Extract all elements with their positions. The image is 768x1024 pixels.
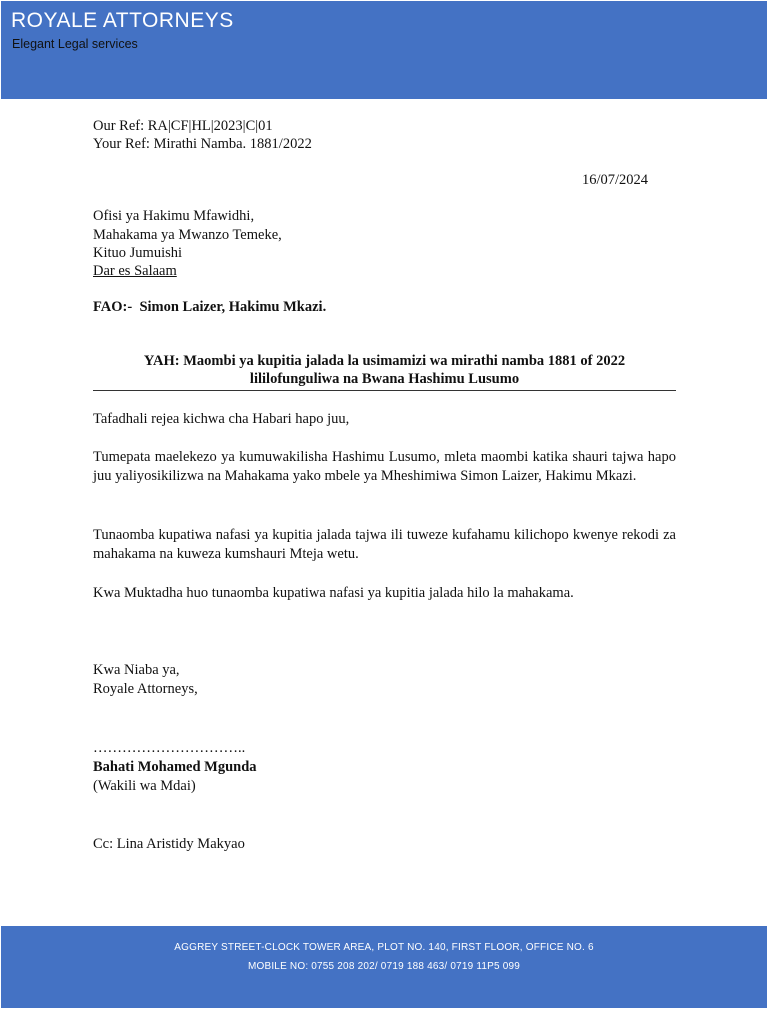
our-reference: Our Ref: RA|CF|HL|2023|C|01 bbox=[93, 118, 273, 134]
firm-name: ROYALE ATTORNEYS bbox=[11, 9, 234, 32]
recipient-line-1: Ofisi ya Hakimu Mfawidhi, bbox=[93, 208, 255, 224]
footer-address: AGGREY STREET-CLOCK TOWER AREA, PLOT NO. 140, FIRST FLOOR, OFFICE NO. 6 bbox=[174, 942, 594, 953]
firm-tagline: Elegant Legal services bbox=[12, 37, 138, 51]
footer-banner bbox=[1, 926, 767, 1008]
letterhead-banner bbox=[1, 1, 767, 99]
closing-line-1: Kwa Niaba ya, bbox=[93, 662, 180, 678]
signatory-title: (Wakili wa Mdai) bbox=[93, 778, 196, 794]
subject-line-1: YAH: Maombi ya kupitia jalada la usimamizi wa mirathi namba 1881 of 2022 bbox=[143, 353, 626, 369]
body-paragraph-1: Tafadhali rejea kichwa cha Habari hapo juu, bbox=[93, 411, 350, 427]
footer-phones: MOBILE NO: 0755 208 202/ 0719 188 463/ 0719 11P5 099 bbox=[247, 961, 521, 972]
body-paragraph-2: Tumepata maelekezo ya kumuwakilisha Hashimu Lusumo, mleta maombi katika shauri tajwa hapo juu yaliyosikilizwa na Mahakama yako mbele ya Mheshimiwa Simon Laizer, Hakimu Mkazi. bbox=[93, 449, 676, 484]
signatory-name: Bahati Mohamed Mgunda bbox=[93, 759, 257, 775]
cc-line: Cc: Lina Aristidy Makyao bbox=[93, 836, 245, 852]
fao-line: FAO:- Simon Laizer, Hakimu Mkazi. bbox=[93, 299, 327, 315]
signature-dots: ………………………….. bbox=[93, 740, 246, 756]
recipient-city: Dar es Salaam bbox=[93, 263, 177, 279]
recipient-line-2: Mahakama ya Mwanzo Temeke, bbox=[93, 227, 282, 243]
subject-heading bbox=[93, 352, 676, 391]
your-reference: Your Ref: Mirathi Namba. 1881/2022 bbox=[93, 136, 312, 152]
body-paragraph-3: Tunaomba kupatiwa nafasi ya kupitia jalada tajwa ili tuweze kufahamu kilichopo kwenye rekodi za mahakama na kuweza kumshauri Mteja wetu. bbox=[93, 527, 676, 562]
subject-line-2: lililofunguliwa na Bwana Hashimu Lusumo bbox=[249, 371, 520, 387]
recipient-line-3: Kituo Jumuishi bbox=[93, 245, 183, 261]
body-paragraph-4: Kwa Muktadha huo tunaomba kupatiwa nafasi ya kupitia jalada hilo la mahakama. bbox=[93, 585, 574, 601]
letter-date: 16/07/2024 bbox=[582, 172, 649, 188]
closing-line-2: Royale Attorneys, bbox=[93, 681, 198, 697]
